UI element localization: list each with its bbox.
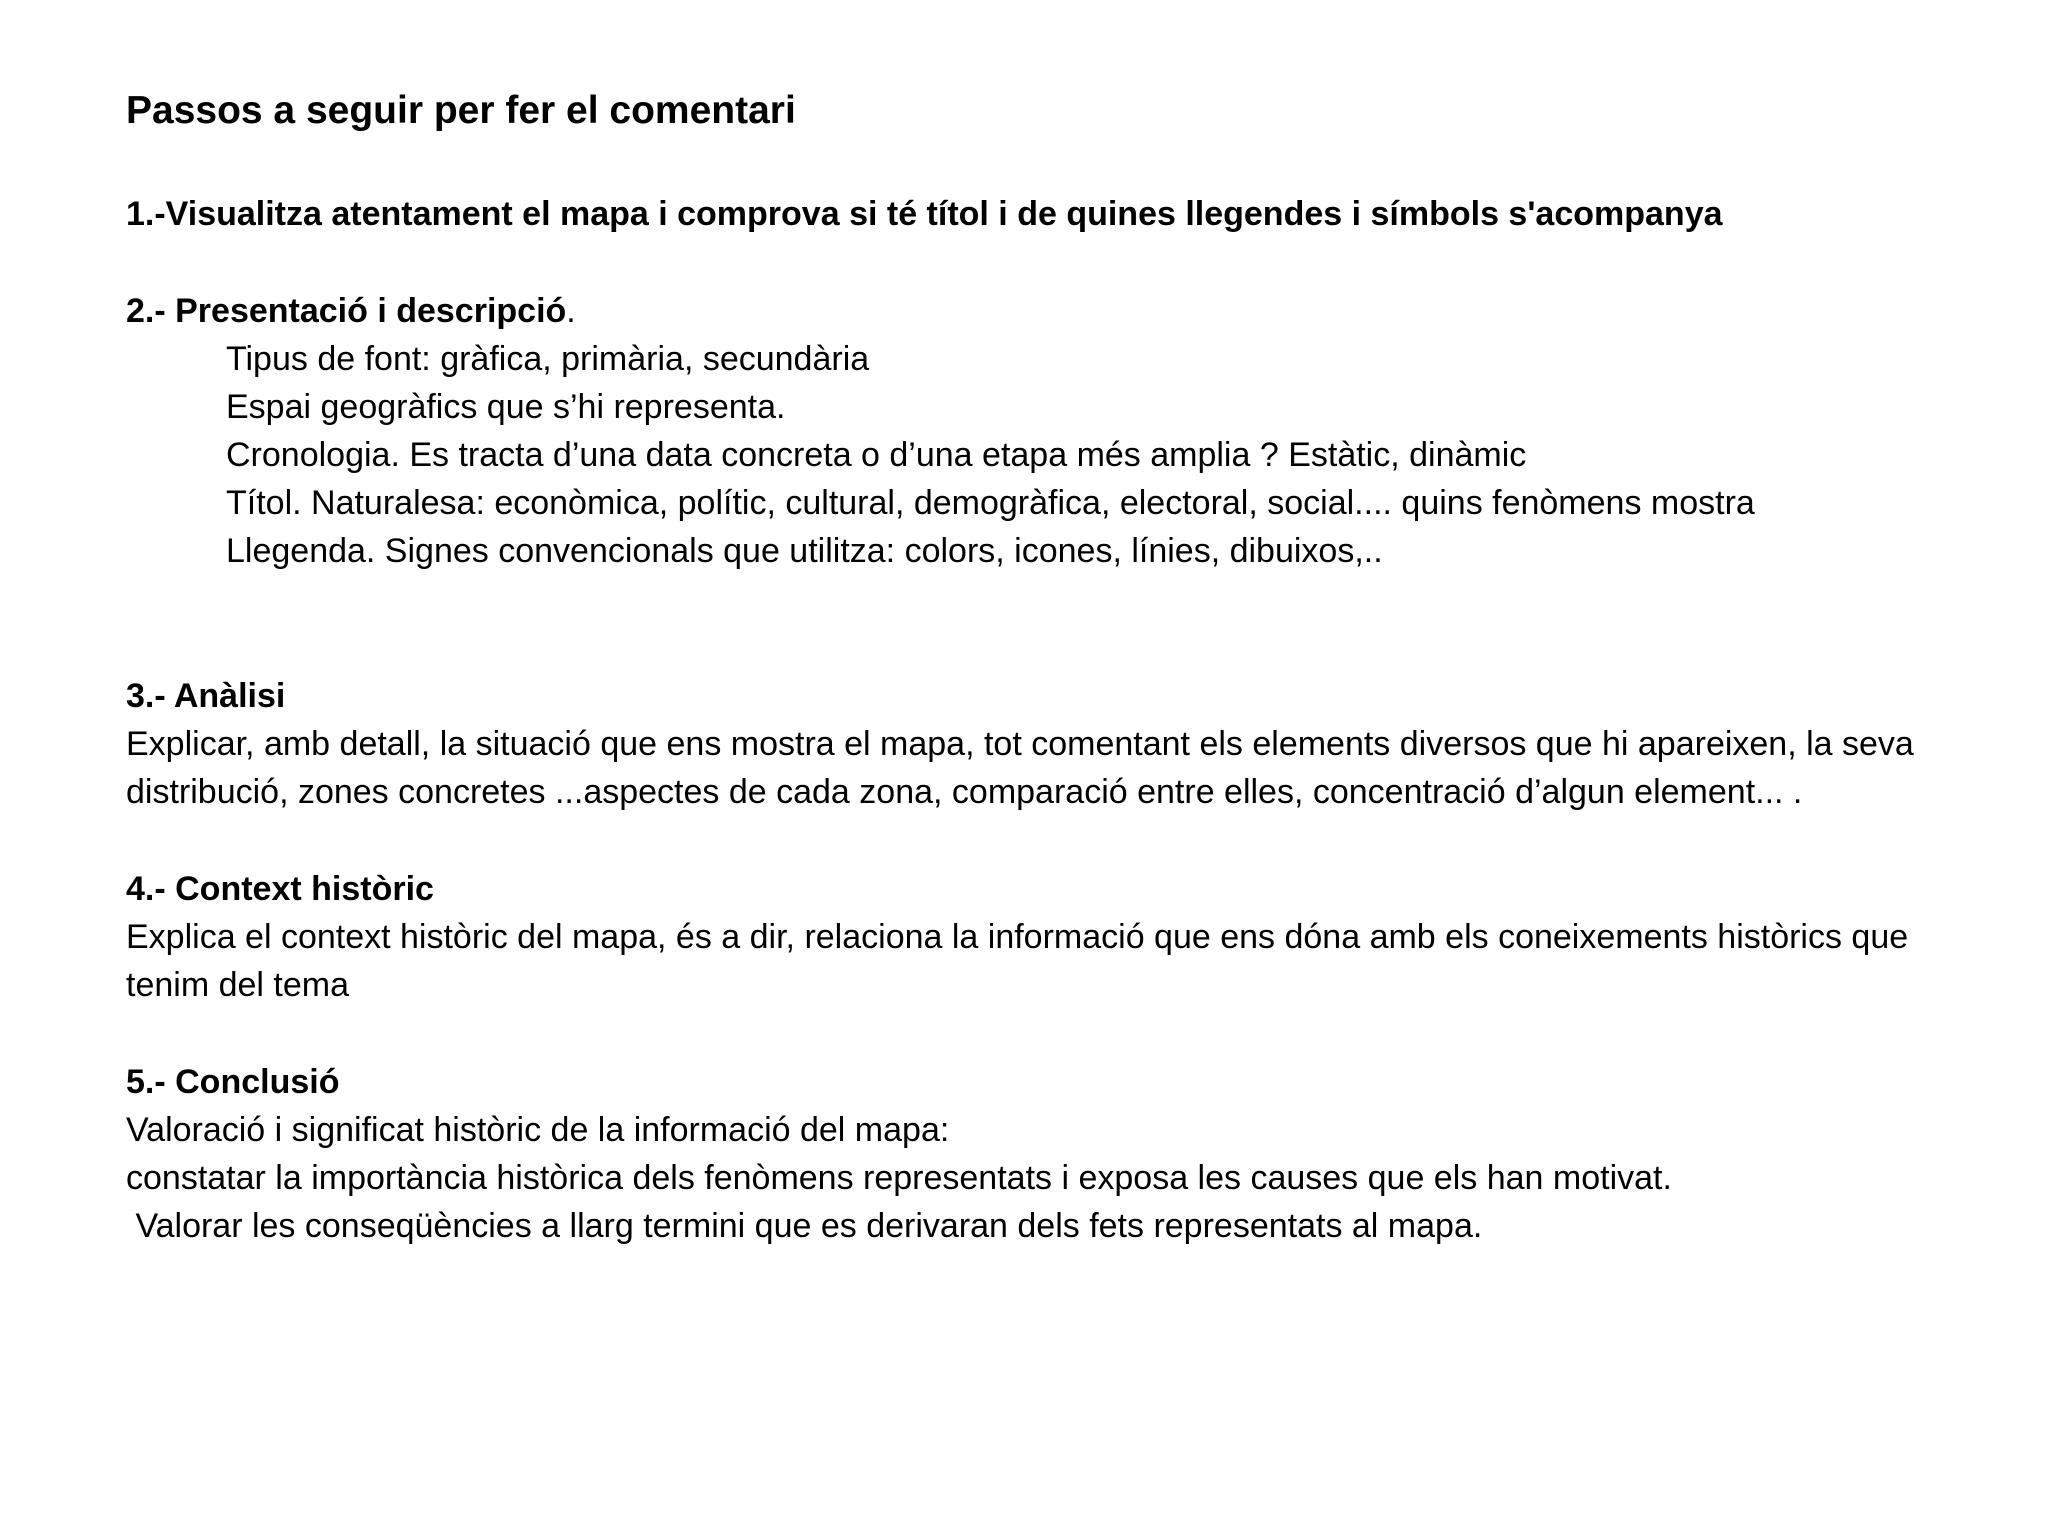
step-2-item-font-type: Tipus de font: gràfica, primària, secundària xyxy=(226,340,870,378)
page-title: Passos a seguir per fer el comentari xyxy=(126,89,796,132)
step-5-line-importance: constatar la importància històrica dels fenòmens representats i exposa les causes que els han motivat. xyxy=(126,1159,1672,1197)
step-2-item-title: Títol. Naturalesa: econòmica, polític, cultural, demogràfica, electoral, social.... quins fenòmens mostra xyxy=(226,484,1755,522)
step-5-line-consequences: Valorar les conseqüències a llarg termini que es derivaran dels fets representats al mapa. xyxy=(126,1207,1483,1245)
step-3-text: Explicar, amb detall, la situació que ens mostra el mapa, tot comentant els elements diversos que hi apareixen, la seva distribució, zones concretes ...aspectes de cada zona, comparació entre elles, concentració d’algun element... . xyxy=(126,725,1914,811)
step-4-heading: 4.- Context històric xyxy=(126,870,434,908)
step-2-heading: 2.- Presentació i descripció xyxy=(126,292,567,330)
step-2-heading-trail: . xyxy=(566,292,576,330)
step-2-heading-line xyxy=(126,287,1976,335)
step-5-section xyxy=(126,1058,1976,1250)
step-3-heading: 3.- Anàlisi xyxy=(126,677,286,715)
step-1-heading: 1.-Visualitza atentament el mapa i comprova si té títol i de quines llegendes i símbols s'acompanya xyxy=(126,195,1723,233)
step-5-line-valuation: Valoració i significat històric de la informació del mapa: xyxy=(126,1111,950,1149)
step-3-section xyxy=(126,672,1976,816)
step-1-section xyxy=(126,190,1976,238)
step-2-section xyxy=(126,287,1976,575)
step-4-section xyxy=(126,865,1976,1009)
step-4-text: Explica el context històric del mapa, és a dir, relaciona la informació que ens dóna amb els coneixements històrics que tenim del tema xyxy=(126,918,1909,1004)
step-5-heading: 5.- Conclusió xyxy=(126,1063,340,1101)
step-2-item-space: Espai geogràfics que s’hi representa. xyxy=(226,388,786,426)
step-2-item-legend: Llegenda. Signes convencionals que utilitza: colors, icones, línies, dibuixos,.. xyxy=(226,532,1383,570)
step-2-item-chronology: Cronologia. Es tracta d’una data concreta o d’una etapa més amplia ? Estàtic, dinàmic xyxy=(226,436,1527,474)
steps-content xyxy=(126,190,1976,1250)
